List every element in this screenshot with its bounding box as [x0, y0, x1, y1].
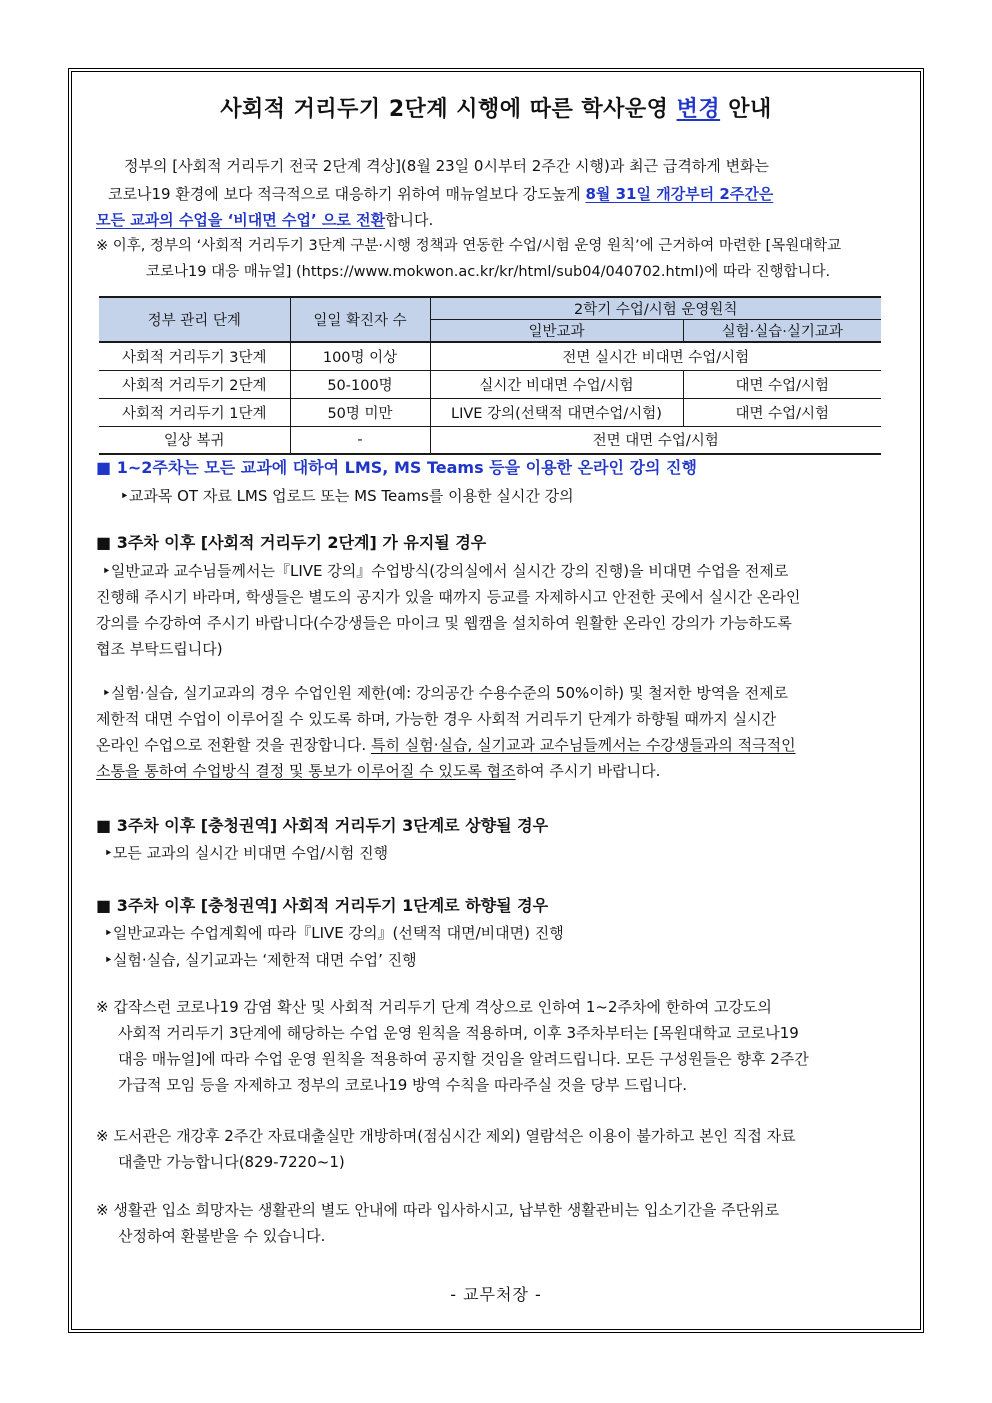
- cell-practical: 대면 수업/시험: [683, 398, 881, 426]
- header-practical: 실험·실습·실기교과: [683, 320, 881, 343]
- section1-item: ‣교과목 OT 자료 LMS 업로드 또는 MS Teams를 이용한 실시간 강의: [120, 487, 574, 505]
- section3-item: ‣모든 교과의 실시간 비대면 수업/시험 진행: [104, 844, 389, 862]
- header-daily-cases: 일일 확진자 수: [290, 297, 430, 342]
- section2-heading: ■ 3주차 이후 [사회적 거리두기 2단계] 가 유지될 경우: [96, 533, 487, 552]
- table-row: [99, 370, 881, 398]
- note2-line1: ※ 도서관은 개강후 2주간 자료대출실만 개방하며(점심시간 제외) 열람석은 이용이 불가하고 본인 직접 자료: [96, 1127, 796, 1145]
- title-main: 사회적 거리두기 2단계 시행에 따른 학사운영: [220, 97, 669, 122]
- section3-heading: ■ 3주차 이후 [충청권역] 사회적 거리두기 3단계로 상향될 경우: [96, 816, 549, 835]
- section2-p2-line1: ‣실험·실습, 실기교과의 경우 수업인원 제한(예: 강의공간 수용수준의 50%이하) 및 철저한 방역을 전제로: [102, 684, 789, 702]
- section2-p2-line2: 제한적 대면 수업이 이루어질 수 있도록 하며, 가능한 경우 사회적 거리두기 단계가 하향될 때까지 실시간: [96, 710, 777, 728]
- cell-cases: 50-100명: [290, 370, 430, 398]
- intro-line-1: 정부의 [사회적 거리두기 전국 2단계 격상](8월 23일 0시부터 2주간 시행)과 최근 급격하게 변화는: [124, 157, 770, 175]
- intro-line-2: [108, 184, 773, 204]
- section2-p1-line3: 강의를 수강하여 주시기 바랍니다(수강생들은 마이크 및 웹캠을 설치하여 원활한 온라인 강의가 가능하도록: [96, 614, 792, 632]
- title-highlight: 변경: [676, 97, 721, 122]
- intro-note-line-2: 코로나19 대응 매뉴얼] (https://www.mokwon.ac.kr/kr/html/sub04/040702.html)에 따라 진행합니다.: [146, 264, 831, 280]
- intro-line-3: [96, 210, 433, 230]
- cell-principle: 전면 대면 수업/시험: [430, 426, 881, 454]
- cell-general: LIVE 강의(선택적 대면수업/시험): [430, 398, 683, 426]
- note3-line2: 산정하여 환불받을 수 있습니다.: [118, 1227, 326, 1245]
- cell-general: 실시간 비대면 수업/시험: [430, 370, 683, 398]
- signature: - 교무처장 -: [450, 1285, 542, 1304]
- section4-item-2: ‣실험·실습, 실기교과는 ‘제한적 대면 수업’ 진행: [104, 951, 417, 969]
- note1-line3: 대응 매뉴얼]에 따라 수업 운영 원칙을 적용하여 공지할 것임을 알려드립니다. 모든 구성원들은 향후 2주간: [118, 1050, 809, 1068]
- note2-line2: 대출만 가능합니다(829-7220~1): [118, 1153, 345, 1171]
- section2-p2-line3-underlined: 특히 실험·실습, 실기교과 교수님들께서는 수강생들과의 적극적인: [370, 736, 796, 754]
- note1-line4: 가급적 모임 등을 자제하고 정부의 코로나19 방역 수칙을 따라주실 것을 당부 드립니다.: [118, 1076, 687, 1094]
- section4-item-1: ‣일반교과는 수업계획에 따라『LIVE 강의』(선택적 대면/비대면) 진행: [104, 924, 564, 942]
- table-row: [99, 398, 881, 426]
- cell-cases: 100명 이상: [290, 342, 430, 370]
- table-row: [99, 342, 881, 370]
- intro-note-line-1: ※ 이후, 정부의 ‘사회적 거리두기 3단계 구분·시행 정책과 연동한 수업/시험 운영 원칙’에 근거하여 마련한 [목원대학교: [96, 238, 842, 254]
- cell-stage: 사회적 거리두기 3단계: [99, 342, 290, 370]
- cell-principle: 전면 실시간 비대면 수업/시험: [430, 342, 881, 370]
- cell-cases: -: [290, 426, 430, 454]
- cell-stage: 사회적 거리두기 2단계: [99, 370, 290, 398]
- intro-emphasis-date: 8월 31일 개강부터 2주간은: [585, 185, 774, 203]
- section2-p2-line3: [96, 735, 796, 755]
- intro-emphasis-online: 모든 교과의 수업을 ‘비대면 수업’ 으로 전환: [96, 211, 386, 229]
- note1-line2: 사회적 거리두기 3단계에 해당하는 수업 운영 원칙을 적용하며, 이후 3주차부터는 [목원대학교 코로나19: [118, 1024, 799, 1042]
- section2-p2-line3-text: 온라인 수업으로 전환할 것을 권장합니다.: [96, 736, 367, 754]
- intro-line-3-tail: 합니다.: [385, 211, 434, 229]
- note1-line1: ※ 갑작스런 코로나19 감염 확산 및 사회적 거리두기 단계 격상으로 인하여 1~2주차에 한하여 고강도의: [96, 998, 772, 1016]
- cell-cases: 50명 미만: [290, 398, 430, 426]
- section2-p2-line4: [96, 761, 660, 781]
- intro-line-2-text: 코로나19 환경에 보다 적극적으로 대응하기 위하여 매뉴얼보다 강도높게: [108, 185, 581, 203]
- section1-heading: ■ 1~2주차는 모든 교과에 대하여 LMS, MS Teams 등을 이용한 온라인 강의 진행: [96, 458, 697, 477]
- section2-p1-line2: 진행해 주시기 바라며, 학생들은 별도의 공지가 있을 때까지 등교를 자제하시고 안전한 곳에서 실시간 온라인: [96, 588, 801, 606]
- document-title: [0, 92, 992, 123]
- table-row: [99, 426, 881, 454]
- note3-line1: ※ 생활관 입소 희망자는 생활관의 별도 안내에 따라 입사하시고, 납부한 생활관비는 입소기간을 주단위로: [96, 1201, 780, 1219]
- header-general: 일반교과: [430, 320, 683, 343]
- header-principle: 2학기 수업/시험 운영원칙: [430, 297, 881, 320]
- title-tail: 안내: [728, 97, 772, 122]
- cell-stage: 사회적 거리두기 1단계: [99, 398, 290, 426]
- cell-stage: 일상 복귀: [99, 426, 290, 454]
- header-stage: 정부 관리 단계: [99, 297, 290, 342]
- section4-heading: ■ 3주차 이후 [충청권역] 사회적 거리두기 1단계로 하향될 경우: [96, 896, 549, 915]
- operation-principles-table: [99, 296, 881, 455]
- section2-p2-line4-underlined: 소통을 통하여 수업방식 결정 및 통보가 이루어질 수 있도록 협조: [96, 762, 516, 780]
- section2-p2-line4-text: 하여 주시기 바랍니다.: [515, 762, 661, 780]
- section2-p1-line1: ‣일반교과 교수님들께서는『LIVE 강의』수업방식(강의실에서 실시간 강의 진행)을 비대면 수업을 전제로: [102, 562, 789, 580]
- cell-practical: 대면 수업/시험: [683, 370, 881, 398]
- section2-p1-line4: 협조 부탁드립니다): [96, 640, 223, 658]
